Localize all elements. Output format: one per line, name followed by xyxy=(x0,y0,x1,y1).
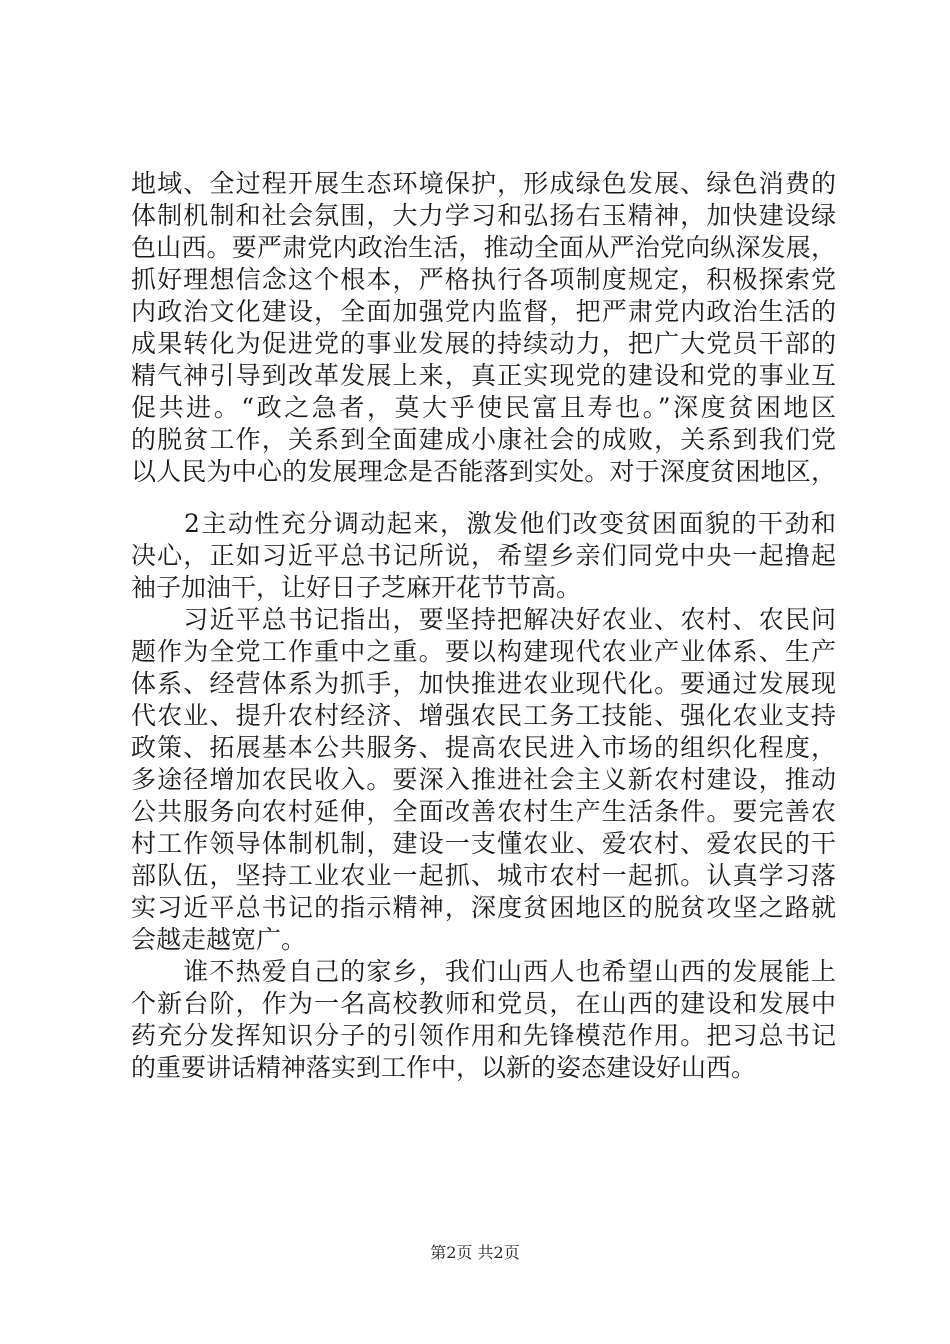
text-line: 代农业、提升农村经济、增强农民工务工技能、强化农业支持 xyxy=(131,701,836,730)
text-line: 体制机制和社会氛围，大力学习和弘扬右玉精神，加快建设绿 xyxy=(131,201,836,230)
text-line: 成果转化为促进党的事业发展的持续动力，把广大党员干部的 xyxy=(131,329,836,358)
text-line: 抓好理想信念这个根本，严格执行各项制度规定，积极探索党 xyxy=(131,265,836,294)
text-line: 谁不热爱自己的家乡，我们山西人也希望山西的发展能上 xyxy=(131,957,836,986)
page-footer xyxy=(0,1243,950,1263)
text-line: 2主动性充分调动起来，激发他们改变贫困面貌的干劲和 xyxy=(131,509,836,538)
page-number-label: 第2页 共2页 xyxy=(430,1243,520,1262)
text-line: 色山西。要严肃党内政治生活，推动全面从严治党向纵深发展， xyxy=(131,233,836,262)
text-line: 药充分发挥知识分子的引领作用和先锋模范作用。把习总书记 xyxy=(131,1021,836,1050)
text-line: 实习近平总书记的指示精神，深度贫困地区的脱贫攻坚之路就 xyxy=(131,893,836,922)
text-line: 精气神引导到改革发展上来，真正实现党的建设和党的事业互 xyxy=(131,361,836,390)
text-line: 以人民为中心的发展理念是否能落到实处。对于深度贫困地区， xyxy=(131,457,836,486)
text-line: 个新台阶，作为一名高校教师和党员，在山西的建设和发展中 xyxy=(131,989,836,1018)
text-line: 公共服务向农村延伸，全面改善农村生产生活条件。要完善农 xyxy=(131,797,836,826)
text-line: 的重要讲话精神落实到工作中，以新的姿态建设好山西。 xyxy=(131,1053,757,1082)
text-line: 多途径增加农民收入。要深入推进社会主义新农村建设，推动 xyxy=(131,765,836,794)
text-line: 地域、全过程开展生态环境保护，形成绿色发展、绿色消费的 xyxy=(131,169,836,198)
text-line: 习近平总书记指出，要坚持把解决好农业、农村、农民问 xyxy=(131,605,836,634)
text-line: 体系、经营体系为抓手，加快推进农业现代化。要通过发展现 xyxy=(131,669,836,698)
text-line: 袖子加油干，让好日子芝麻开花节节高。 xyxy=(131,573,582,602)
text-line: 政策、拓展基本公共服务、提高农民进入市场的组织化程度， xyxy=(131,733,836,762)
text-block-2 xyxy=(131,508,836,1084)
text-line: 部队伍，坚持工业农业一起抓、城市农村一起抓。认真学习落 xyxy=(131,861,836,890)
text-line: 村工作领导体制机制，建设一支懂农业、爱农村、爱农民的干 xyxy=(131,829,836,858)
text-line: 内政治文化建设，全面加强党内监督，把严肃党内政治生活的 xyxy=(131,297,836,326)
text-line: 会越走越宽广。 xyxy=(131,925,307,954)
text-line: 题作为全党工作重中之重。要以构建现代农业产业体系、生产 xyxy=(131,637,836,666)
text-line: 的脱贫工作，关系到全面建成小康社会的成败，关系到我们党 xyxy=(131,425,836,454)
text-block-1 xyxy=(131,168,836,488)
text-line: 决心，正如习近平总书记所说，希望乡亲们同党中央一起撸起 xyxy=(131,541,836,570)
text-line: 促共进。“政之急者，莫大乎使民富且寿也。”深度贫困地区 xyxy=(131,393,836,422)
